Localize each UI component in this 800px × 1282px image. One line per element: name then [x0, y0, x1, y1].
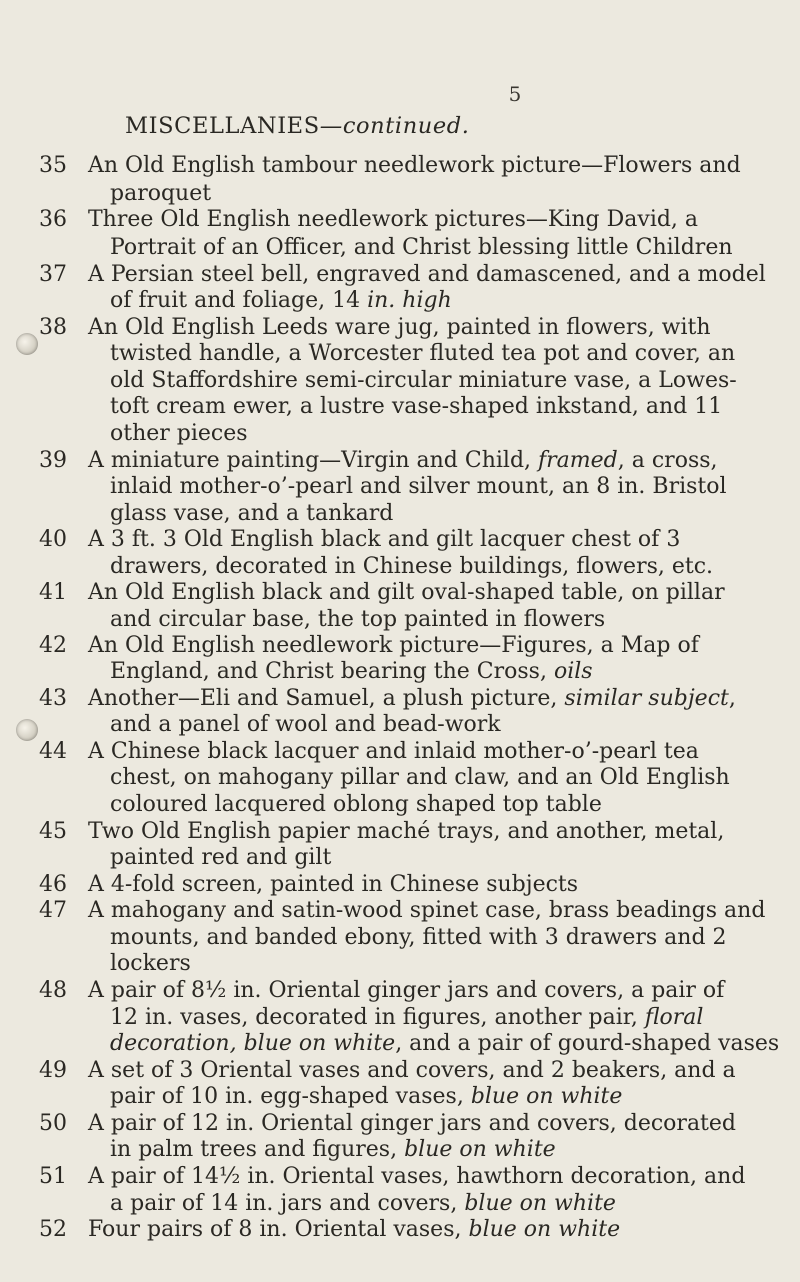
text-run: coloured lacquered oblong shaped top table [110, 792, 602, 817]
description-line [88, 578, 725, 608]
text-run: toft cream ewer, a lustre vase-shaped inkstand, and 11 [110, 394, 723, 419]
lot-number: 47 [39, 898, 67, 923]
text-run: A 4-fold screen, painted in Chinese subjects [88, 872, 579, 897]
description-line [88, 657, 593, 687]
description-line [88, 1029, 779, 1059]
text-run: mounts, and banded ebony, fitted with 3 drawers and 2 [110, 925, 727, 950]
description-line [88, 1135, 556, 1165]
text-run: inlaid mother-o’-pearl and silver mount, an 8 in. Bristol [110, 474, 727, 499]
text-run: An Old English Leeds ware jug, painted in flowers, with [88, 315, 711, 340]
text-run: , and a pair of gourd-shaped vases [395, 1031, 780, 1056]
lot-number: 50 [39, 1111, 67, 1136]
lot-number: 52 [39, 1217, 67, 1242]
lot-number: 36 [39, 207, 67, 232]
italic-text: similar subject [564, 686, 729, 711]
text-run: A Chinese black lacquer and inlaid mother-o’-pearl tea [88, 739, 699, 764]
description-line [88, 525, 680, 555]
text-run: pair of 10 in. egg-shaped vases, [110, 1084, 471, 1109]
page-number: 5 [508, 82, 522, 106]
description-line [88, 1082, 622, 1112]
italic-text: oils [553, 659, 593, 684]
description-line [88, 896, 765, 926]
description-line [88, 286, 452, 316]
text-run: , a cross, [617, 448, 718, 473]
description-line [88, 205, 698, 235]
text-run: Three Old English needlework pictures—King David, a [88, 207, 699, 232]
description-line [88, 233, 733, 263]
text-run: Another—Eli and Samuel, a plush picture, [88, 686, 565, 711]
text-run: a pair of 14 in. jars and covers, [110, 1191, 465, 1216]
text-run: lockers [110, 951, 191, 976]
description-line [88, 710, 501, 740]
heading-title: MISCELLANIES [125, 113, 320, 139]
text-run: twisted handle, a Worcester fluted tea pot and cover, an [110, 341, 736, 366]
description-line [88, 472, 727, 502]
italic-text: framed [538, 448, 618, 473]
description-line [88, 763, 730, 793]
italic-text: floral [644, 1005, 704, 1030]
lot-number: 38 [39, 315, 67, 340]
description-line [88, 339, 735, 369]
text-run: chest, on mahogany pillar and claw, and an Old English [110, 765, 730, 790]
lot-number: 49 [39, 1058, 67, 1083]
description-line [88, 843, 331, 873]
description-line [88, 419, 248, 449]
description-line [88, 949, 191, 979]
section-heading [125, 113, 470, 139]
description-line [88, 392, 722, 422]
lot-number: 43 [39, 686, 67, 711]
text-run: 12 in. vases, decorated in figures, another pair, [110, 1005, 645, 1030]
lot-number: 45 [39, 819, 67, 844]
text-run: and circular base, the top painted in flowers [110, 607, 606, 632]
text-run: Portrait of an Officer, and Christ blessing little Children [110, 235, 733, 260]
lot-number: 37 [39, 262, 67, 287]
text-run: Two Old English papier maché trays, and another, metal, [88, 819, 725, 844]
description-line [88, 976, 724, 1006]
italic-text: blue on white [404, 1137, 556, 1162]
text-run: paroquet [110, 181, 212, 206]
text-run: and a panel of wool and bead-work [110, 712, 501, 737]
italic-text: blue on white [470, 1084, 623, 1109]
description-line [88, 1162, 745, 1192]
description-line [88, 1215, 620, 1245]
lot-number: 51 [39, 1164, 67, 1189]
text-run: glass vase, and a tankard [110, 501, 394, 526]
text-run: A mahogany and satin-wood spinet case, brass beadings and [88, 898, 766, 923]
lot-number: 44 [39, 739, 67, 764]
italic-text: blue on white [464, 1191, 616, 1216]
text-run: painted red and gilt [110, 845, 332, 870]
text-run: in palm trees and figures, [110, 1137, 405, 1162]
text-run: An Old English needlework picture—Figures, a Map of [88, 633, 699, 658]
lot-number: 39 [39, 448, 67, 473]
text-run: A pair of 12 in. Oriental ginger jars and covers, decorated [88, 1111, 737, 1136]
text-run: A Persian steel bell, engraved and damascened, and a model [88, 262, 766, 287]
text-run: A pair of 8½ in. Oriental ginger jars and covers, a pair of [88, 978, 725, 1003]
description-line [88, 790, 602, 820]
text-run: A 3 ft. 3 Old English black and gilt lacquer chest of 3 [88, 527, 681, 552]
lot-number: 35 [39, 153, 67, 178]
italic-text: blue on white [468, 1217, 621, 1242]
text-run: A pair of 14½ in. Oriental vases, hawthorn decoration, and [88, 1164, 746, 1189]
text-run: Four pairs of 8 in. Oriental vases, [88, 1217, 469, 1242]
text-run: , [728, 686, 736, 711]
lot-number: 40 [39, 527, 67, 552]
text-run: drawers, decorated in Chinese buildings, flowers, etc. [110, 554, 714, 579]
italic-text: decoration, blue on white [110, 1031, 396, 1056]
text-run: A miniature painting—Virgin and Child, [88, 448, 539, 473]
heading-continued: —continued. [319, 113, 470, 139]
text-run: old Staffordshire semi-circular miniature vase, a Lowes- [110, 368, 737, 393]
text-run: A set of 3 Oriental vases and covers, and 2 beakers, and a [88, 1058, 736, 1083]
text-run: of fruit and foliage, 14 [110, 288, 368, 313]
lot-number: 46 [39, 872, 67, 897]
text-run: An Old English tambour needlework picture—Flowers and [88, 153, 741, 178]
description-line [88, 151, 741, 181]
lot-number: 42 [39, 633, 67, 658]
lot-number: 48 [39, 978, 67, 1003]
text-run: England, and Christ bearing the Cross, [110, 659, 554, 684]
italic-text: in. high [367, 288, 452, 313]
text-run: An Old English black and gilt oval-shaped table, on pillar [88, 580, 725, 605]
lot-number: 41 [39, 580, 67, 605]
text-run: other pieces [110, 421, 248, 446]
